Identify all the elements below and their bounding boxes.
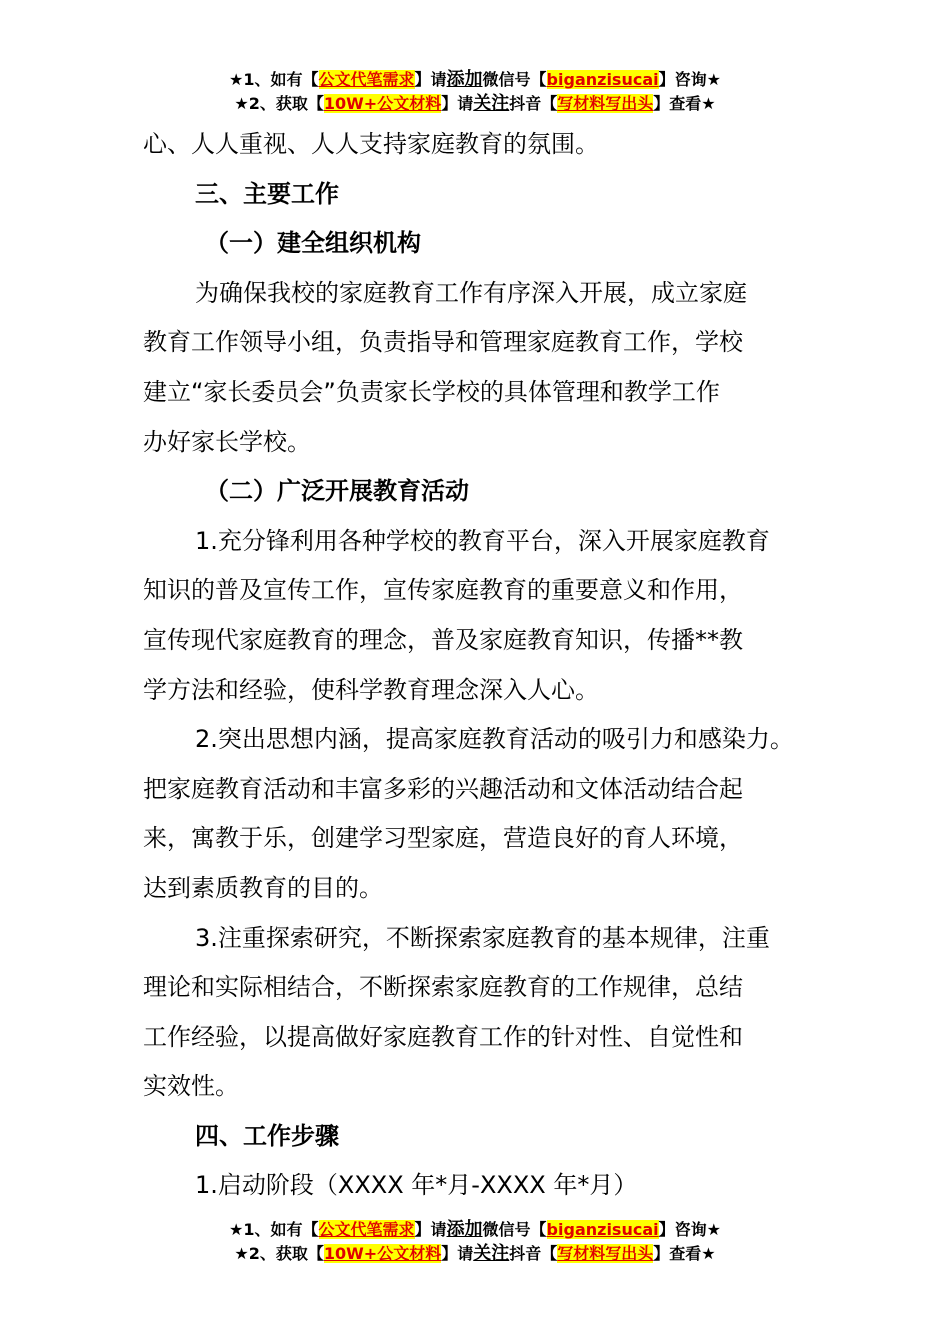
banner-text: 抖音【 <box>509 94 558 113</box>
banner-highlight: 写材料写出头 <box>557 1244 654 1263</box>
paragraph-line: 2.突出思想内涵，提高家庭教育活动的吸引力和感染力。 <box>195 725 794 754</box>
paragraph-line: 教育工作领导小组，负责指导和管理家庭教育工作，学校 <box>143 328 743 357</box>
banner-line-2 <box>0 92 950 116</box>
banner-text: ★1、如有【 <box>229 1220 319 1239</box>
banner-text: 】查看★ <box>653 1244 716 1263</box>
paragraph-line: 建立“家长委员会”负责家长学校的具体管理和教学工作 <box>143 377 720 406</box>
banner-text: 】请 <box>441 94 474 113</box>
banner-highlight: 写材料写出头 <box>557 94 654 113</box>
banner-text: 】请 <box>441 1244 474 1263</box>
section-heading: 四、工作步骤 <box>195 1121 339 1150</box>
banner-text: 】咨询★ <box>658 70 721 89</box>
banner-text: ★2、获取【 <box>234 1244 324 1263</box>
banner-text: 微信号【 <box>482 70 547 89</box>
subsection-heading: （二）广泛开展教育活动 <box>205 477 469 506</box>
banner-text: ★1、如有【 <box>229 70 319 89</box>
banner-underlined: 关注 <box>473 93 510 114</box>
banner-text: 抖音【 <box>509 1244 558 1263</box>
paragraph-line: 宣传现代家庭教育的理念，普及家庭教育知识，传播**教 <box>143 625 743 654</box>
paragraph-line: 知识的普及宣传工作，宣传家庭教育的重要意义和作用， <box>143 576 743 605</box>
banner-underlined: 关注 <box>473 1243 510 1264</box>
paragraph-line: 把家庭教育活动和丰富多彩的兴趣活动和文体活动结合起 <box>143 774 743 803</box>
banner-text: ★2、获取【 <box>234 94 324 113</box>
banner-highlight: 10W+公文材料 <box>323 1244 442 1263</box>
document-body <box>143 120 823 1211</box>
paragraph-line: 为确保我校的家庭教育工作有序深入开展，成立家庭 <box>195 278 747 307</box>
paragraph-line: 实效性。 <box>143 1072 239 1101</box>
banner-highlight: biganzisucai <box>546 70 659 89</box>
subsection-heading: （一）建全组织机构 <box>205 229 421 258</box>
banner-highlight: 公文代笔需求 <box>318 70 415 89</box>
section-heading: 三、主要工作 <box>195 179 339 208</box>
paragraph-line: 来，寓教于乐，创建学习型家庭，营造良好的育人环境， <box>143 824 743 853</box>
paragraph-line: 达到素质教育的目的。 <box>143 873 383 902</box>
paragraph-line: 工作经验，以提高做好家庭教育工作的针对性、自觉性和 <box>143 1022 743 1051</box>
top-banner <box>0 68 950 116</box>
paragraph-line: 3.注重探索研究，不断探索家庭教育的基本规律，注重 <box>195 923 770 952</box>
banner-highlight: 10W+公文材料 <box>323 94 442 113</box>
bottom-banner <box>0 1218 950 1266</box>
paragraph-line: 1.充分锋利用各种学校的教育平台，深入开展家庭教育 <box>195 526 770 555</box>
banner-text: 】咨询★ <box>658 1220 721 1239</box>
banner-text: 】请 <box>414 1220 447 1239</box>
banner-line-2 <box>0 1242 950 1266</box>
banner-line-1 <box>0 68 950 92</box>
paragraph-line: 理论和实际相结合，不断探索家庭教育的工作规律，总结 <box>143 973 743 1002</box>
banner-line-1 <box>0 1218 950 1242</box>
banner-text: 微信号【 <box>482 1220 547 1239</box>
banner-text: 】请 <box>414 70 447 89</box>
paragraph-line: 1.启动阶段（XXXX 年*月-XXXX 年*月） <box>195 1171 638 1200</box>
paragraph-line: 学方法和经验，使科学教育理念深入人心。 <box>143 675 599 704</box>
banner-underlined: 添加 <box>446 1219 483 1240</box>
banner-underlined: 添加 <box>446 69 483 90</box>
paragraph-line: 心、人人重视、人人支持家庭教育的氛围。 <box>143 130 599 158</box>
paragraph-line: 办好家长学校。 <box>143 427 311 456</box>
banner-text: 】查看★ <box>653 94 716 113</box>
banner-highlight: 公文代笔需求 <box>318 1220 415 1239</box>
banner-highlight: biganzisucai <box>546 1220 659 1239</box>
